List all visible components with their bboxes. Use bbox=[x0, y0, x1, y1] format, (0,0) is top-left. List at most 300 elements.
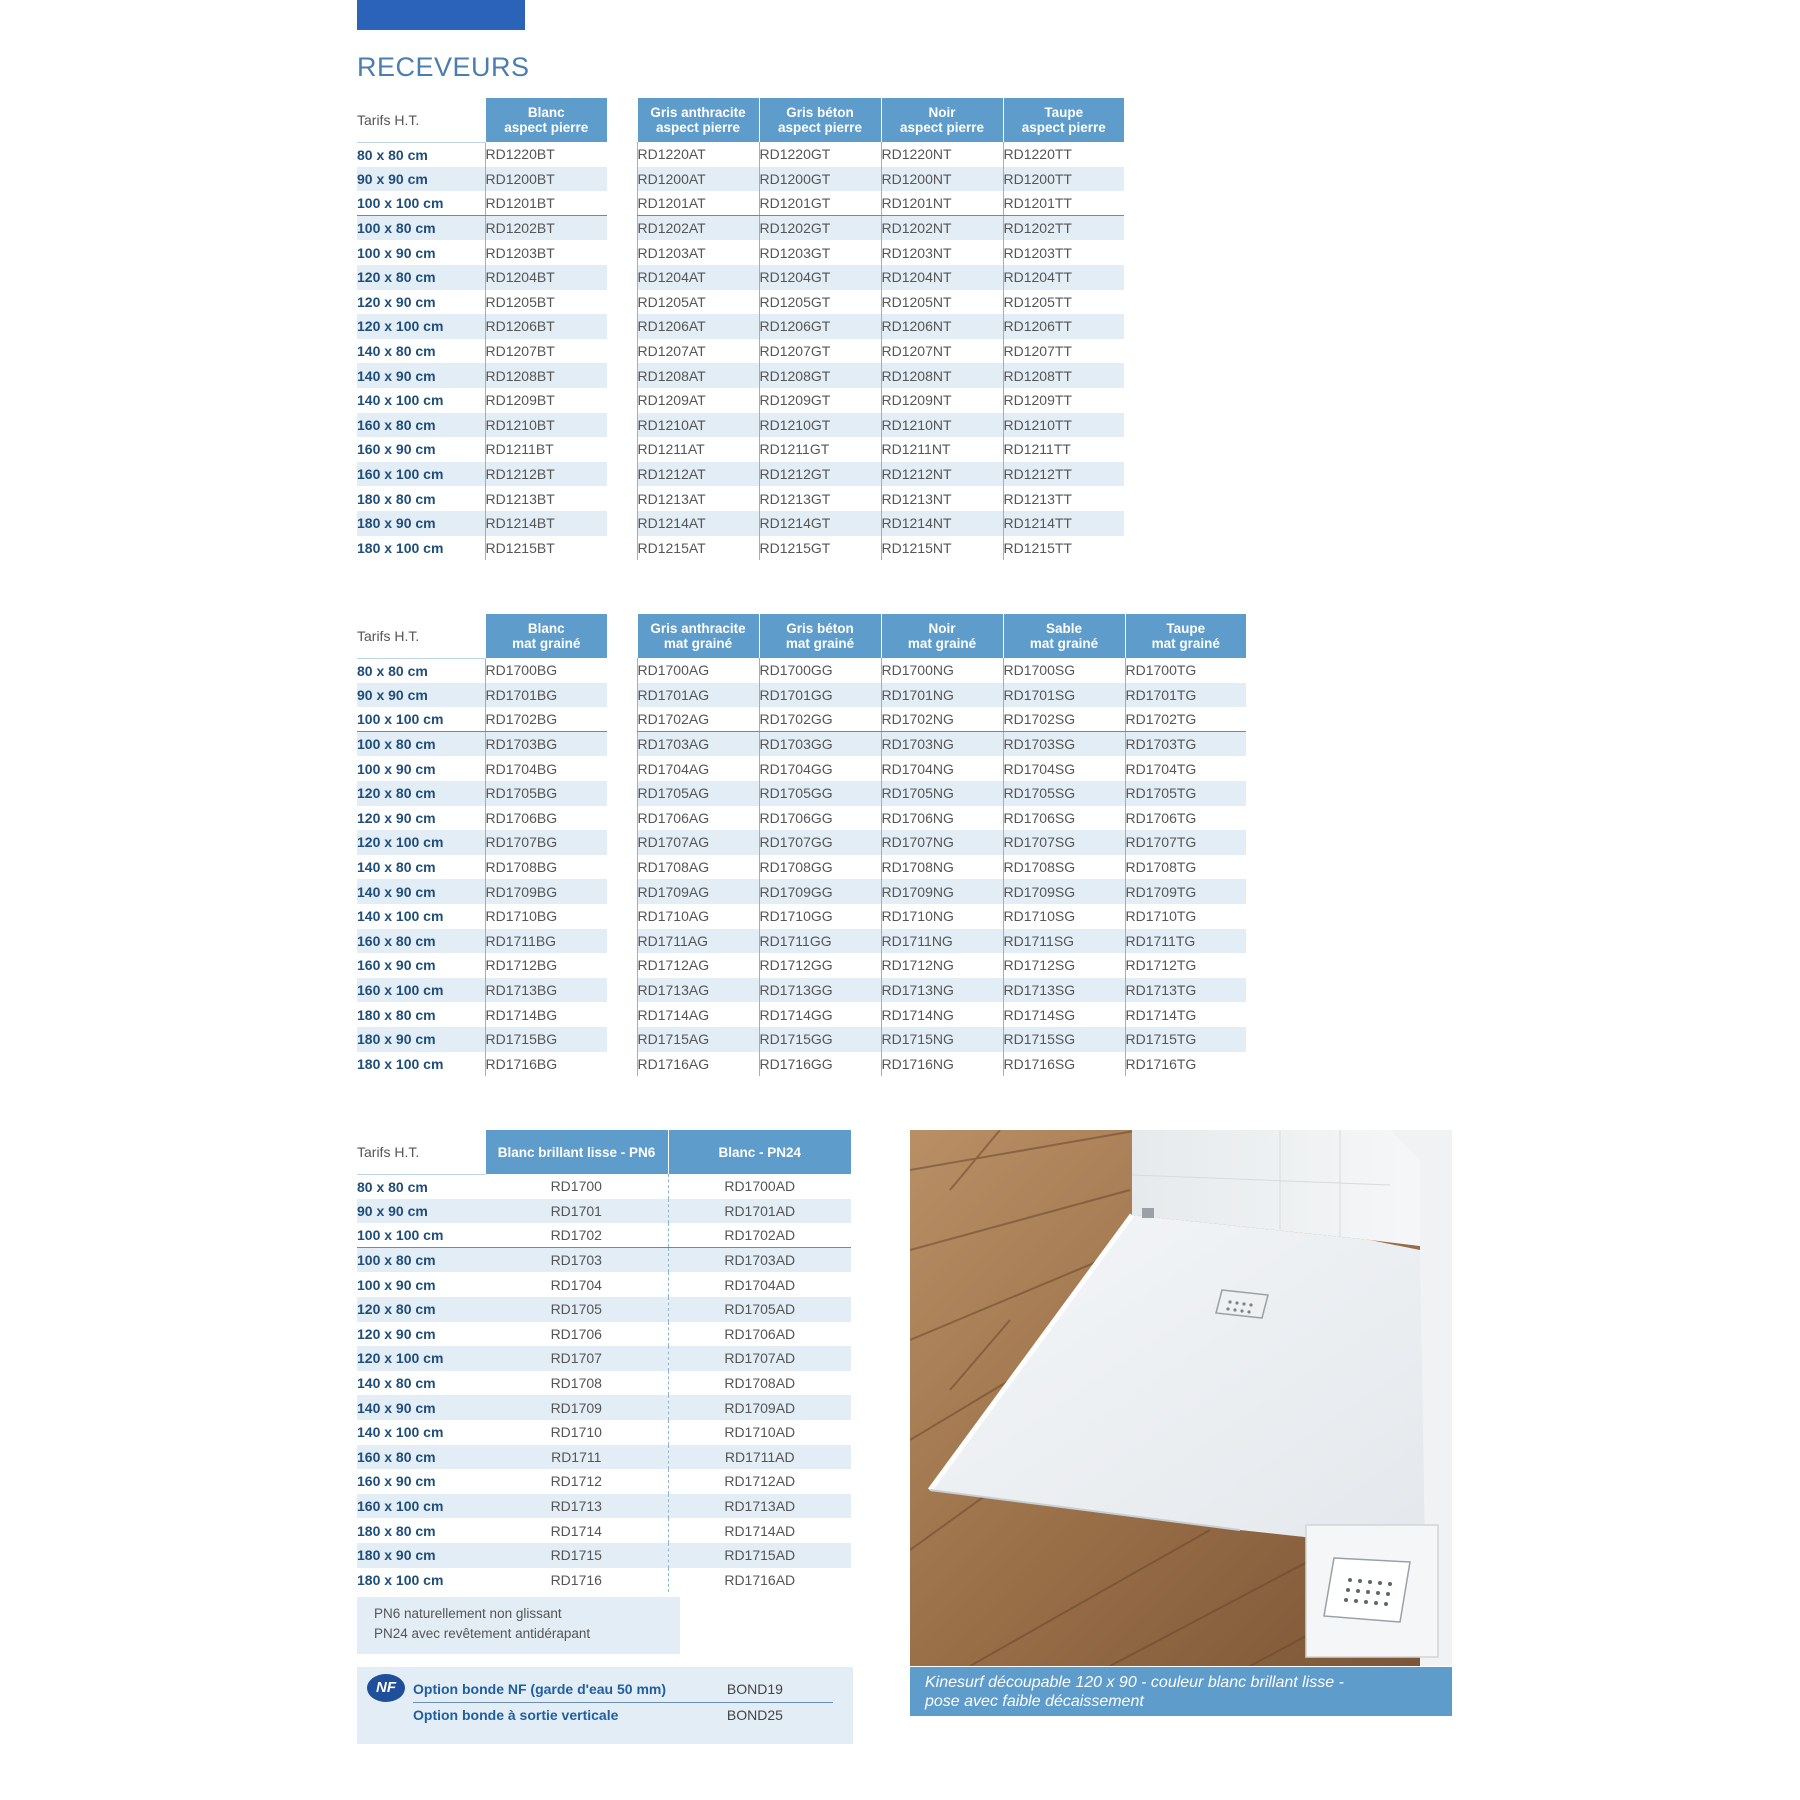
note-line: PN24 avec revêtement antidérapant bbox=[374, 1626, 591, 1641]
product-code-cell: RD1200AT bbox=[637, 167, 759, 192]
product-code-cell: RD1714BG bbox=[485, 1002, 607, 1027]
column-header: Gris béton aspect pierre bbox=[759, 98, 881, 142]
product-code-cell: RD1207BT bbox=[485, 339, 607, 364]
product-code-cell: RD1709SG bbox=[1003, 879, 1125, 904]
column-header: Gris béton mat grainé bbox=[759, 614, 881, 658]
product-code-cell: RD1210GT bbox=[759, 413, 881, 438]
column-gap bbox=[607, 1002, 637, 1027]
product-code-cell: RD1702AG bbox=[637, 707, 759, 732]
product-code-cell: RD1705NG bbox=[881, 781, 1003, 806]
product-code-cell: RD1712AG bbox=[637, 953, 759, 978]
size-cell: 100 x 100 cm bbox=[357, 191, 485, 216]
column-gap bbox=[607, 486, 637, 511]
size-cell: 140 x 90 cm bbox=[357, 363, 485, 388]
product-code-cell: RD1701 bbox=[485, 1199, 668, 1224]
table-row bbox=[357, 781, 1246, 806]
product-code-cell: RD1204AT bbox=[637, 265, 759, 290]
product-code-cell: RD1209AT bbox=[637, 388, 759, 413]
product-code-cell: RD1702SG bbox=[1003, 707, 1125, 732]
caption-line: Kinesurf découpable 120 x 90 - couleur blanc brillant lisse - bbox=[925, 1674, 1344, 1691]
drain-option-label: Option bonde à sortie verticale bbox=[413, 1707, 619, 1723]
size-cell: 100 x 80 cm bbox=[357, 732, 485, 757]
size-cell: 160 x 80 cm bbox=[357, 1445, 485, 1470]
product-code-cell: RD1700TG bbox=[1125, 658, 1246, 683]
column-gap bbox=[607, 363, 637, 388]
size-cell: 180 x 90 cm bbox=[357, 511, 485, 536]
column-gap bbox=[607, 707, 637, 732]
product-code-cell: RD1704AD bbox=[668, 1272, 851, 1297]
product-code-cell: RD1201NT bbox=[881, 191, 1003, 216]
product-code-cell: RD1712 bbox=[550, 1473, 602, 1490]
product-code-cell: RD1212NT bbox=[881, 462, 1003, 487]
column-gap bbox=[607, 614, 637, 658]
table-row bbox=[357, 191, 1124, 216]
product-code-cell: RD1215BT bbox=[485, 536, 607, 561]
nf-logo-icon: NF bbox=[367, 1674, 405, 1702]
product-code-cell: RD1220AT bbox=[637, 142, 759, 167]
product-code-cell: RD1205NT bbox=[881, 290, 1003, 315]
table-row bbox=[357, 265, 1124, 290]
product-code-cell: RD1703GG bbox=[759, 732, 881, 757]
product-code-cell: RD1700SG bbox=[1003, 658, 1125, 683]
table-row bbox=[357, 879, 1246, 904]
product-code-cell: RD1714TG bbox=[1125, 1002, 1246, 1027]
product-code-cell: RD1202GT bbox=[759, 216, 881, 241]
product-code-cell: RD1715GG bbox=[759, 1027, 881, 1052]
product-code-cell: RD1712BG bbox=[485, 953, 607, 978]
product-code-cell: RD1205BT bbox=[485, 290, 607, 315]
product-code-cell: RD1213NT bbox=[881, 486, 1003, 511]
size-cell: 140 x 100 cm bbox=[357, 392, 444, 409]
product-code-cell: RD1203TT bbox=[1003, 240, 1124, 265]
product-code-cell: RD1708BG bbox=[485, 855, 607, 880]
product-code-cell: RD1200GT bbox=[759, 167, 881, 192]
size-cell: 120 x 100 cm bbox=[357, 830, 485, 855]
product-code-cell: RD1220BT bbox=[485, 142, 607, 167]
product-code-cell: RD1700BG bbox=[485, 658, 607, 683]
top-color-bar bbox=[357, 0, 525, 30]
drain-option-label: Option bonde NF (garde d'eau 50 mm) bbox=[413, 1681, 667, 1697]
table-row bbox=[357, 167, 1124, 192]
product-code-cell: RD1710BG bbox=[485, 904, 607, 929]
product-code-cell: RD1714GG bbox=[759, 1002, 881, 1027]
product-code-cell: RD1705GG bbox=[759, 781, 881, 806]
table-corner-label: Tarifs H.T. bbox=[357, 614, 485, 658]
product-code-cell: RD1702NG bbox=[881, 707, 1003, 732]
product-code-cell: RD1711TG bbox=[1125, 929, 1246, 954]
size-cell: 140 x 100 cm bbox=[357, 1424, 444, 1441]
product-code-cell: RD1714 bbox=[550, 1522, 602, 1539]
page-title: RECEVEURS bbox=[357, 52, 530, 82]
product-code-cell: RD1707TG bbox=[1125, 830, 1246, 855]
size-cell: 100 x 90 cm bbox=[357, 1276, 436, 1293]
column-header: Noir aspect pierre bbox=[881, 98, 1003, 142]
product-code-cell: RD1705BG bbox=[485, 781, 607, 806]
product-code-cell: RD1713AG bbox=[637, 978, 759, 1003]
product-code-cell: RD1714AD bbox=[668, 1518, 851, 1543]
caption-line: pose avec faible décaissement bbox=[925, 1693, 1144, 1710]
table-row bbox=[357, 683, 1246, 708]
size-cell: 160 x 80 cm bbox=[357, 413, 485, 438]
table-row bbox=[357, 806, 1246, 831]
column-gap bbox=[607, 1027, 637, 1052]
column-gap bbox=[607, 167, 637, 192]
product-code-cell: RD1700NG bbox=[881, 658, 1003, 683]
column-gap bbox=[607, 216, 637, 241]
column-header: Blanc mat grainé bbox=[485, 614, 607, 658]
table-row bbox=[357, 978, 1246, 1003]
product-code-cell: RD1701TG bbox=[1125, 683, 1246, 708]
column-gap bbox=[607, 511, 637, 536]
table-row bbox=[357, 707, 1246, 732]
table-row bbox=[357, 1052, 1246, 1077]
table-row bbox=[357, 1297, 851, 1322]
product-code-cell: RD1713GG bbox=[759, 978, 881, 1003]
product-code-cell: RD1209BT bbox=[485, 388, 607, 413]
product-code-cell: RD1207AT bbox=[637, 339, 759, 364]
product-code-cell: RD1711BG bbox=[485, 929, 607, 954]
product-code-cell: RD1202TT bbox=[1003, 216, 1124, 241]
product-code-cell: RD1212GT bbox=[759, 462, 881, 487]
table-corner-label: Tarifs H.T. bbox=[357, 98, 485, 142]
column-gap bbox=[607, 388, 637, 413]
product-code-cell: RD1714AG bbox=[637, 1002, 759, 1027]
product-code-cell: RD1212TT bbox=[1003, 462, 1124, 487]
product-code-cell: RD1711NG bbox=[881, 929, 1003, 954]
product-code-cell: RD1710AD bbox=[668, 1420, 851, 1445]
product-code-cell: RD1711GG bbox=[759, 929, 881, 954]
table-row bbox=[357, 1002, 1246, 1027]
size-cell: 160 x 90 cm bbox=[357, 957, 436, 974]
product-code-cell: RD1715SG bbox=[1003, 1027, 1125, 1052]
column-gap bbox=[607, 314, 637, 339]
product-code-cell: RD1704 bbox=[550, 1276, 602, 1293]
product-code-cell: RD1703TG bbox=[1125, 732, 1246, 757]
table-row bbox=[357, 1346, 851, 1371]
column-gap bbox=[607, 536, 637, 561]
product-code-cell: RD1206NT bbox=[881, 314, 1003, 339]
product-code-cell: RD1702BG bbox=[485, 707, 607, 732]
column-gap bbox=[607, 978, 637, 1003]
product-code-cell: RD1705 bbox=[485, 1297, 668, 1322]
column-gap bbox=[607, 732, 637, 757]
product-code-cell: RD1210AT bbox=[637, 413, 759, 438]
product-code-cell: RD1214GT bbox=[759, 511, 881, 536]
product-code-cell: RD1215AT bbox=[637, 536, 759, 561]
product-code-cell: RD1712TG bbox=[1125, 953, 1246, 978]
product-code-cell: RD1206GT bbox=[759, 314, 881, 339]
product-code-cell: RD1213BT bbox=[485, 486, 607, 511]
size-cell: 160 x 100 cm bbox=[357, 978, 485, 1003]
product-code-cell: RD1210NT bbox=[881, 413, 1003, 438]
size-cell: 180 x 100 cm bbox=[357, 1055, 444, 1072]
product-code-cell: RD1207GT bbox=[759, 339, 881, 364]
product-code-cell: RD1715BG bbox=[485, 1027, 607, 1052]
product-code-cell: RD1220TT bbox=[1003, 142, 1124, 167]
product-code-cell: RD1705AD bbox=[668, 1297, 851, 1322]
product-code-cell: RD1201AT bbox=[637, 191, 759, 216]
table-row bbox=[357, 339, 1124, 364]
product-code-cell: RD1707AG bbox=[637, 830, 759, 855]
product-code-cell: RD1710TG bbox=[1125, 904, 1246, 929]
product-code-cell: RD1715NG bbox=[881, 1027, 1003, 1052]
size-cell: 160 x 100 cm bbox=[357, 462, 485, 487]
product-code-cell: RD1209NT bbox=[881, 388, 1003, 413]
size-cell: 180 x 90 cm bbox=[357, 1027, 485, 1052]
column-gap bbox=[607, 290, 637, 315]
product-code-cell: RD1703AD bbox=[668, 1248, 851, 1273]
column-gap bbox=[607, 462, 637, 487]
product-code-cell: RD1202BT bbox=[485, 216, 607, 241]
column-gap bbox=[607, 953, 637, 978]
product-code-cell: RD1708TG bbox=[1125, 855, 1246, 880]
column-header: Gris anthracite mat grainé bbox=[637, 614, 759, 658]
product-code-cell: RD1711AG bbox=[637, 929, 759, 954]
size-cell: 120 x 80 cm bbox=[357, 781, 485, 806]
product-code-cell: RD1205GT bbox=[759, 290, 881, 315]
product-code-cell: RD1212BT bbox=[485, 462, 607, 487]
table-row bbox=[357, 290, 1124, 315]
size-cell: 140 x 90 cm bbox=[357, 879, 485, 904]
product-code-cell: RD1708AG bbox=[637, 855, 759, 880]
product-code-cell: RD1700AD bbox=[668, 1174, 851, 1199]
product-code-cell: RD1700 bbox=[550, 1178, 602, 1195]
size-cell: 100 x 80 cm bbox=[357, 216, 485, 241]
table-row bbox=[357, 1445, 851, 1470]
product-code-cell: RD1708AD bbox=[668, 1371, 851, 1396]
size-cell: 160 x 90 cm bbox=[357, 1473, 436, 1490]
product-code-cell: RD1702AD bbox=[668, 1223, 851, 1248]
product-code-cell: RD1201BT bbox=[485, 191, 607, 216]
product-code-cell: RD1214BT bbox=[485, 511, 607, 536]
product-code-cell: RD1704NG bbox=[881, 756, 1003, 781]
product-code-cell: RD1208NT bbox=[881, 363, 1003, 388]
product-code-cell: RD1709TG bbox=[1125, 879, 1246, 904]
size-cell: 140 x 80 cm bbox=[357, 859, 436, 876]
product-code-cell: RD1706TG bbox=[1125, 806, 1246, 831]
table-row bbox=[357, 511, 1124, 536]
size-cell: 180 x 80 cm bbox=[357, 1522, 436, 1539]
product-code-cell: RD1710SG bbox=[1003, 904, 1125, 929]
table-row bbox=[357, 314, 1124, 339]
product-code-cell: RD1701GG bbox=[759, 683, 881, 708]
product-code-cell: RD1709AG bbox=[637, 879, 759, 904]
product-code-cell: RD1713BG bbox=[485, 978, 607, 1003]
size-cell: 80 x 80 cm bbox=[357, 662, 428, 679]
product-code-cell: RD1705TG bbox=[1125, 781, 1246, 806]
table-row bbox=[357, 953, 1246, 978]
size-cell: 180 x 80 cm bbox=[357, 490, 436, 507]
table-row bbox=[357, 216, 1124, 241]
size-cell: 100 x 100 cm bbox=[357, 1223, 485, 1248]
column-gap bbox=[607, 806, 637, 831]
table-row bbox=[357, 1395, 851, 1420]
product-code-cell: RD1707AD bbox=[668, 1346, 851, 1371]
size-cell: 180 x 100 cm bbox=[357, 1571, 444, 1588]
price-table-blanc-pn bbox=[357, 1130, 851, 1592]
product-code-cell: RD1214TT bbox=[1003, 511, 1124, 536]
product-code-cell: RD1220GT bbox=[759, 142, 881, 167]
product-code-cell: RD1704AG bbox=[637, 756, 759, 781]
product-code-cell: RD1704SG bbox=[1003, 756, 1125, 781]
product-code-cell: RD1210TT bbox=[1003, 413, 1124, 438]
product-code-cell: RD1716AG bbox=[637, 1052, 759, 1077]
table-row bbox=[357, 437, 1124, 462]
size-cell: 160 x 80 cm bbox=[357, 929, 485, 954]
product-code-cell: RD1712SG bbox=[1003, 953, 1125, 978]
product-code-cell: RD1710GG bbox=[759, 904, 881, 929]
size-cell: 120 x 90 cm bbox=[357, 809, 436, 826]
size-cell: 140 x 90 cm bbox=[357, 1395, 485, 1420]
column-gap bbox=[607, 929, 637, 954]
size-cell: 120 x 100 cm bbox=[357, 314, 485, 339]
size-cell: 120 x 80 cm bbox=[357, 265, 485, 290]
product-code-cell: RD1703NG bbox=[881, 732, 1003, 757]
table-row bbox=[357, 462, 1124, 487]
size-cell: 80 x 80 cm bbox=[357, 1178, 428, 1195]
product-code-cell: RD1716SG bbox=[1003, 1052, 1125, 1077]
column-header: Taupe aspect pierre bbox=[1003, 98, 1124, 142]
product-code-cell: RD1210BT bbox=[485, 413, 607, 438]
table-row bbox=[357, 1248, 851, 1273]
table-row bbox=[357, 1371, 851, 1396]
product-code-cell: RD1704TG bbox=[1125, 756, 1246, 781]
column-gap bbox=[607, 191, 637, 216]
size-cell: 140 x 80 cm bbox=[357, 1375, 436, 1392]
product-code-cell: RD1702GG bbox=[759, 707, 881, 732]
product-code-cell: RD1714NG bbox=[881, 1002, 1003, 1027]
column-header: Blanc aspect pierre bbox=[485, 98, 607, 142]
table-row bbox=[357, 830, 1246, 855]
product-code-cell: RD1708NG bbox=[881, 855, 1003, 880]
product-code-cell: RD1706NG bbox=[881, 806, 1003, 831]
table-row bbox=[357, 536, 1124, 561]
product-code-cell: RD1716 bbox=[550, 1571, 602, 1588]
product-code-cell: RD1214NT bbox=[881, 511, 1003, 536]
product-code-cell: RD1707SG bbox=[1003, 830, 1125, 855]
product-code-cell: RD1203BT bbox=[485, 240, 607, 265]
column-gap bbox=[607, 142, 637, 167]
size-cell: 100 x 80 cm bbox=[357, 1248, 485, 1273]
product-code-cell: RD1716NG bbox=[881, 1052, 1003, 1077]
photo-caption bbox=[910, 1667, 1452, 1716]
column-gap bbox=[607, 683, 637, 708]
size-cell: 100 x 90 cm bbox=[357, 760, 436, 777]
product-code-cell: RD1706GG bbox=[759, 806, 881, 831]
size-cell: 100 x 100 cm bbox=[357, 707, 485, 732]
column-gap bbox=[607, 437, 637, 462]
table-row bbox=[357, 658, 1246, 683]
product-code-cell: RD1702 bbox=[485, 1223, 668, 1248]
product-code-cell: RD1710NG bbox=[881, 904, 1003, 929]
price-table-mat-graine bbox=[357, 614, 1246, 1076]
column-header: Sable mat grainé bbox=[1003, 614, 1125, 658]
product-code-cell: RD1715 bbox=[485, 1543, 668, 1568]
product-code-cell: RD1200TT bbox=[1003, 167, 1124, 192]
product-code-cell: RD1204TT bbox=[1003, 265, 1124, 290]
drain-option-row bbox=[413, 1677, 783, 1701]
product-code-cell: RD1706 bbox=[550, 1325, 602, 1342]
table-row bbox=[357, 1568, 851, 1593]
product-code-cell: RD1202NT bbox=[881, 216, 1003, 241]
table-row bbox=[357, 1027, 1246, 1052]
product-code-cell: RD1203NT bbox=[881, 240, 1003, 265]
product-code-cell: RD1707NG bbox=[881, 830, 1003, 855]
product-code-cell: RD1203AT bbox=[637, 240, 759, 265]
finish-note-box bbox=[357, 1597, 680, 1654]
size-cell: 100 x 90 cm bbox=[357, 244, 436, 261]
size-cell: 90 x 90 cm bbox=[357, 167, 485, 192]
size-cell: 90 x 90 cm bbox=[357, 1199, 485, 1224]
product-code-cell: RD1214AT bbox=[637, 511, 759, 536]
product-code-cell: RD1706AG bbox=[637, 806, 759, 831]
drain-option-code: BOND25 bbox=[726, 1707, 783, 1723]
product-code-cell: RD1708GG bbox=[759, 855, 881, 880]
size-cell: 120 x 90 cm bbox=[357, 293, 436, 310]
product-code-cell: RD1705AG bbox=[637, 781, 759, 806]
product-code-cell: RD1213AT bbox=[637, 486, 759, 511]
product-code-cell: RD1208AT bbox=[637, 363, 759, 388]
column-gap bbox=[607, 1052, 637, 1077]
product-code-cell: RD1206AT bbox=[637, 314, 759, 339]
product-code-cell: RD1702TG bbox=[1125, 707, 1246, 732]
product-code-cell: RD1709NG bbox=[881, 879, 1003, 904]
product-code-cell: RD1215GT bbox=[759, 536, 881, 561]
column-gap bbox=[607, 904, 637, 929]
column-gap bbox=[607, 265, 637, 290]
product-code-cell: RD1707BG bbox=[485, 830, 607, 855]
table-row bbox=[357, 1543, 851, 1568]
column-gap bbox=[607, 879, 637, 904]
product-code-cell: RD1204BT bbox=[485, 265, 607, 290]
product-code-cell: RD1205AT bbox=[637, 290, 759, 315]
table-row bbox=[357, 1174, 851, 1199]
product-code-cell: RD1208TT bbox=[1003, 363, 1124, 388]
product-code-cell: RD1213TT bbox=[1003, 486, 1124, 511]
size-cell: 80 x 80 cm bbox=[357, 146, 428, 163]
product-code-cell: RD1709 bbox=[485, 1395, 668, 1420]
table-row bbox=[357, 855, 1246, 880]
product-code-cell: RD1205TT bbox=[1003, 290, 1124, 315]
note-line: PN6 naturellement non glissant bbox=[374, 1606, 562, 1621]
size-cell: 120 x 80 cm bbox=[357, 1297, 485, 1322]
table-row bbox=[357, 732, 1246, 757]
product-code-cell: RD1707GG bbox=[759, 830, 881, 855]
product-code-cell: RD1206TT bbox=[1003, 314, 1124, 339]
product-code-cell: RD1716GG bbox=[759, 1052, 881, 1077]
product-code-cell: RD1707 bbox=[485, 1346, 668, 1371]
product-code-cell: RD1716BG bbox=[485, 1052, 607, 1077]
column-header: Noir mat grainé bbox=[881, 614, 1003, 658]
product-code-cell: RD1708SG bbox=[1003, 855, 1125, 880]
table-row bbox=[357, 363, 1124, 388]
column-gap bbox=[607, 240, 637, 265]
column-gap bbox=[607, 658, 637, 683]
product-code-cell: RD1215NT bbox=[881, 536, 1003, 561]
product-code-cell: RD1712GG bbox=[759, 953, 881, 978]
product-code-cell: RD1709BG bbox=[485, 879, 607, 904]
size-cell: 160 x 100 cm bbox=[357, 1494, 485, 1519]
product-code-cell: RD1705SG bbox=[1003, 781, 1125, 806]
column-header: Gris anthracite aspect pierre bbox=[637, 98, 759, 142]
product-code-cell: RD1706BG bbox=[485, 806, 607, 831]
product-code-cell: RD1701AG bbox=[637, 683, 759, 708]
shower-tray-photo bbox=[910, 1130, 1452, 1666]
product-code-cell: RD1709GG bbox=[759, 879, 881, 904]
product-code-cell: RD1204NT bbox=[881, 265, 1003, 290]
size-cell: 180 x 90 cm bbox=[357, 1543, 485, 1568]
product-code-cell: RD1703AG bbox=[637, 732, 759, 757]
